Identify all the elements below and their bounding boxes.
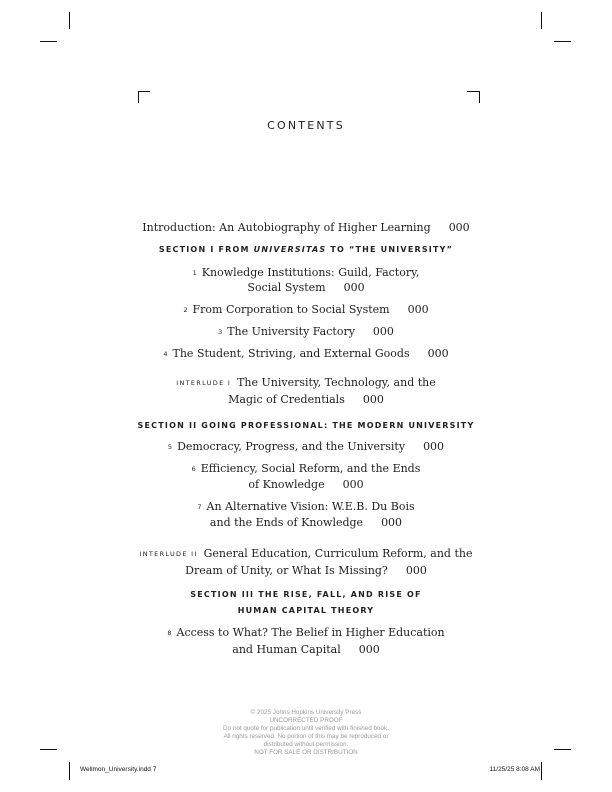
chapter-number: 7 [197, 503, 202, 511]
toc-entry-chapter-8-cont [60, 642, 552, 657]
page-number: 000 [381, 516, 403, 529]
chapter-number: 2 [183, 306, 188, 314]
toc-entry-chapter-7-cont [60, 515, 552, 530]
page-number: 000 [407, 303, 429, 316]
entry-label: The University Factory [227, 325, 355, 338]
stamp-line: UNCORRECTED PROOF [269, 717, 343, 724]
chapter-number: 4 [163, 350, 168, 358]
corner-mark [138, 91, 150, 92]
stamp-line: distributed without permission. [263, 741, 349, 748]
crop-mark [40, 41, 57, 42]
corner-mark [467, 91, 480, 92]
crop-mark [69, 12, 70, 29]
crop-mark [69, 762, 70, 780]
entry-label: The Student, Striving, and External Goods [172, 347, 410, 360]
page-title: CONTENTS [267, 119, 345, 132]
page-number: 000 [372, 325, 394, 338]
interlude-tag: INTERLUDE I [176, 379, 232, 387]
page-number: 000 [427, 347, 449, 360]
toc-entry-interlude-2-cont [60, 563, 552, 578]
interlude-tag: INTERLUDE II [139, 550, 198, 558]
toc-entry-chapter-5 [60, 439, 552, 455]
entry-label: The University, Technology, and the [237, 376, 436, 389]
entry-label: An Alternative Vision: W.E.B. Du Bois [206, 500, 415, 513]
entry-label: Efficiency, Social Reform, and the Ends [200, 462, 421, 475]
page-number: 000 [405, 564, 427, 577]
toc-entry-chapter-6-cont [60, 477, 552, 492]
toc-entry-chapter-1-cont [60, 280, 552, 295]
entry-label: and Human Capital [232, 643, 341, 656]
section-heading-3: SECTION III THE RISE, FALL, AND RISE OF [190, 590, 422, 599]
toc-entry-chapter-1 [60, 265, 552, 281]
crop-mark [554, 41, 571, 42]
entry-label: of Knowledge [248, 478, 325, 491]
stamp-line: NOT FOR SALE OR DISTRIBUTION [254, 749, 358, 756]
section-heading-3-cont: HUMAN CAPITAL THEORY [237, 606, 375, 615]
toc-entry-chapter-3 [60, 324, 552, 340]
section-suffix: TO “THE UNIVERSITY” [326, 245, 454, 254]
toc-entry-chapter-8 [60, 625, 552, 641]
toc-entry-interlude-1-cont [60, 392, 552, 407]
toc-entry-interlude-1 [60, 375, 552, 391]
entry-label: Knowledge Institutions: Guild, Factory, [201, 266, 420, 279]
slug-filename: Wellmon_University.indd 7 [80, 766, 157, 773]
stamp-line: All rights reserved. No portion of this may be reproduced or [223, 733, 389, 740]
page-number: 000 [423, 440, 445, 453]
section-italic: UNIVERSITAS [253, 245, 327, 254]
section-prefix: SECTION I FROM [158, 245, 254, 254]
chapter-number: 3 [218, 328, 223, 336]
entry-label: Social System [247, 281, 326, 294]
entry-label: Democracy, Progress, and the University [177, 440, 406, 453]
chapter-number: 6 [191, 465, 196, 473]
corner-mark [479, 91, 480, 103]
crop-mark [541, 12, 542, 29]
entry-label: Access to What? The Belief in Higher Education [176, 626, 445, 639]
page-number: 000 [448, 221, 470, 234]
entry-label: and the Ends of Knowledge [209, 516, 364, 529]
entry-label: General Education, Curriculum Reform, and the [203, 547, 473, 560]
toc-entry-chapter-2 [60, 302, 552, 318]
entry-label: From Corporation to Social System [192, 303, 390, 316]
toc-entry-interlude-2 [60, 546, 552, 562]
page-number: 000 [358, 643, 380, 656]
page-number: 000 [362, 393, 384, 406]
page-number: 000 [342, 478, 364, 491]
toc-entry-chapter-7 [60, 499, 552, 515]
chapter-number: 8 [167, 629, 172, 637]
toc-entry-introduction [60, 220, 552, 235]
slug-timestamp: 11/25/25 8:08 AM [489, 766, 540, 773]
crop-mark [541, 762, 542, 780]
entry-label: Magic of Credentials [228, 393, 345, 406]
toc-entry-chapter-4 [60, 346, 552, 362]
proof-stamp [0, 709, 612, 757]
entry-label: Introduction: An Autobiography of Higher Learning [142, 221, 431, 234]
chapter-number: 5 [167, 443, 173, 451]
page-number: 000 [343, 281, 365, 294]
section-heading-2: SECTION II GOING PROFESSIONAL: THE MODERN UNIVERSITY [137, 421, 475, 430]
section-heading-1 [60, 242, 552, 257]
stamp-line: Do not quote for publication until verified with finished book. [223, 725, 389, 732]
toc-entry-chapter-6 [60, 461, 552, 477]
corner-mark [138, 91, 139, 103]
entry-label: Dream of Unity, or What Is Missing? [185, 564, 388, 577]
chapter-number: 1 [192, 269, 197, 277]
stamp-line: © 2025 Johns Hopkins University Press [250, 709, 362, 716]
